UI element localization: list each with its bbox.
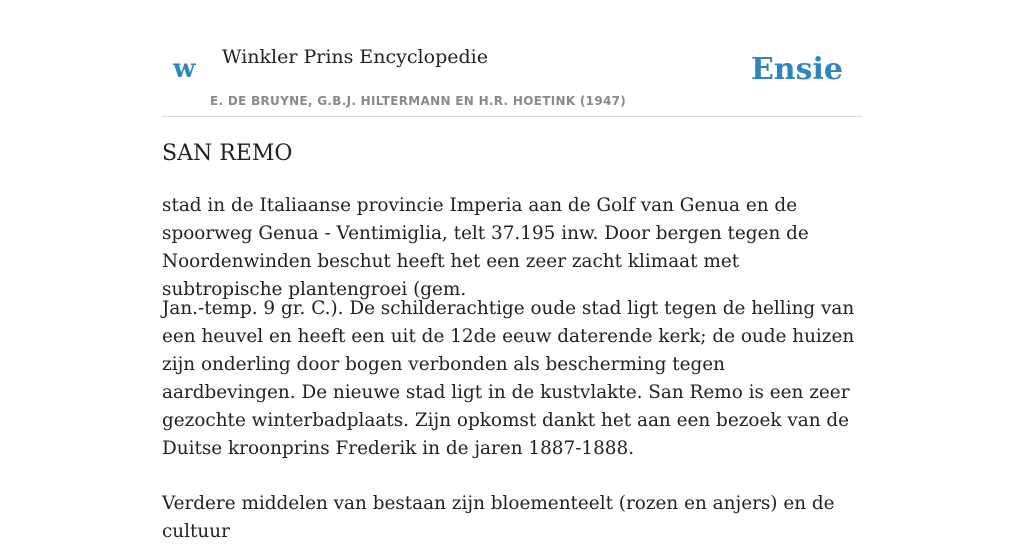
- header: [162, 0, 862, 117]
- article-paragraph-3: Verdere middelen van bestaan zijn bloementeelt (rozen en anjers) en de cultuur: [162, 493, 835, 542]
- publication-title[interactable]: Winkler Prins Encyclopedie: [222, 46, 488, 68]
- authors-line: E. DE BRUYNE, G.B.J. HILTERMANN EN H.R. HOETINK (1947): [210, 94, 627, 108]
- ensie-brand-logo[interactable]: Ensie: [750, 52, 843, 87]
- page: [162, 0, 862, 542]
- article-title: SAN REMO: [162, 141, 293, 166]
- publication-logo-icon[interactable]: w: [173, 54, 196, 84]
- article-paragraph-2: Jan.-temp. 9 gr. C.). De schilderachtige oude stad ligt tegen de helling van een heuvel en heeft een uit de 12de eeuw daterende kerk; de oude huizen zijn onderling door bogen verbonden als bescherming tegen aardbevingen. De nieuwe stad ligt in de kustvlakte. San Remo is een zeer gezochte winterbadplaats. Zijn opkomst dankt het aan een bezoek van de Duitse kroonprins Frederik in de jaren 1887-1888.: [162, 298, 855, 459]
- article-paragraph-1: stad in de Italiaanse provincie Imperia aan de Golf van Genua en de spoorweg Genua - Ventimiglia, telt 37.195 inw. Door bergen tegen de Noordenwinden beschut heeft het een zeer zacht klimaat met subtropische plantengroei (gem.: [162, 195, 809, 300]
